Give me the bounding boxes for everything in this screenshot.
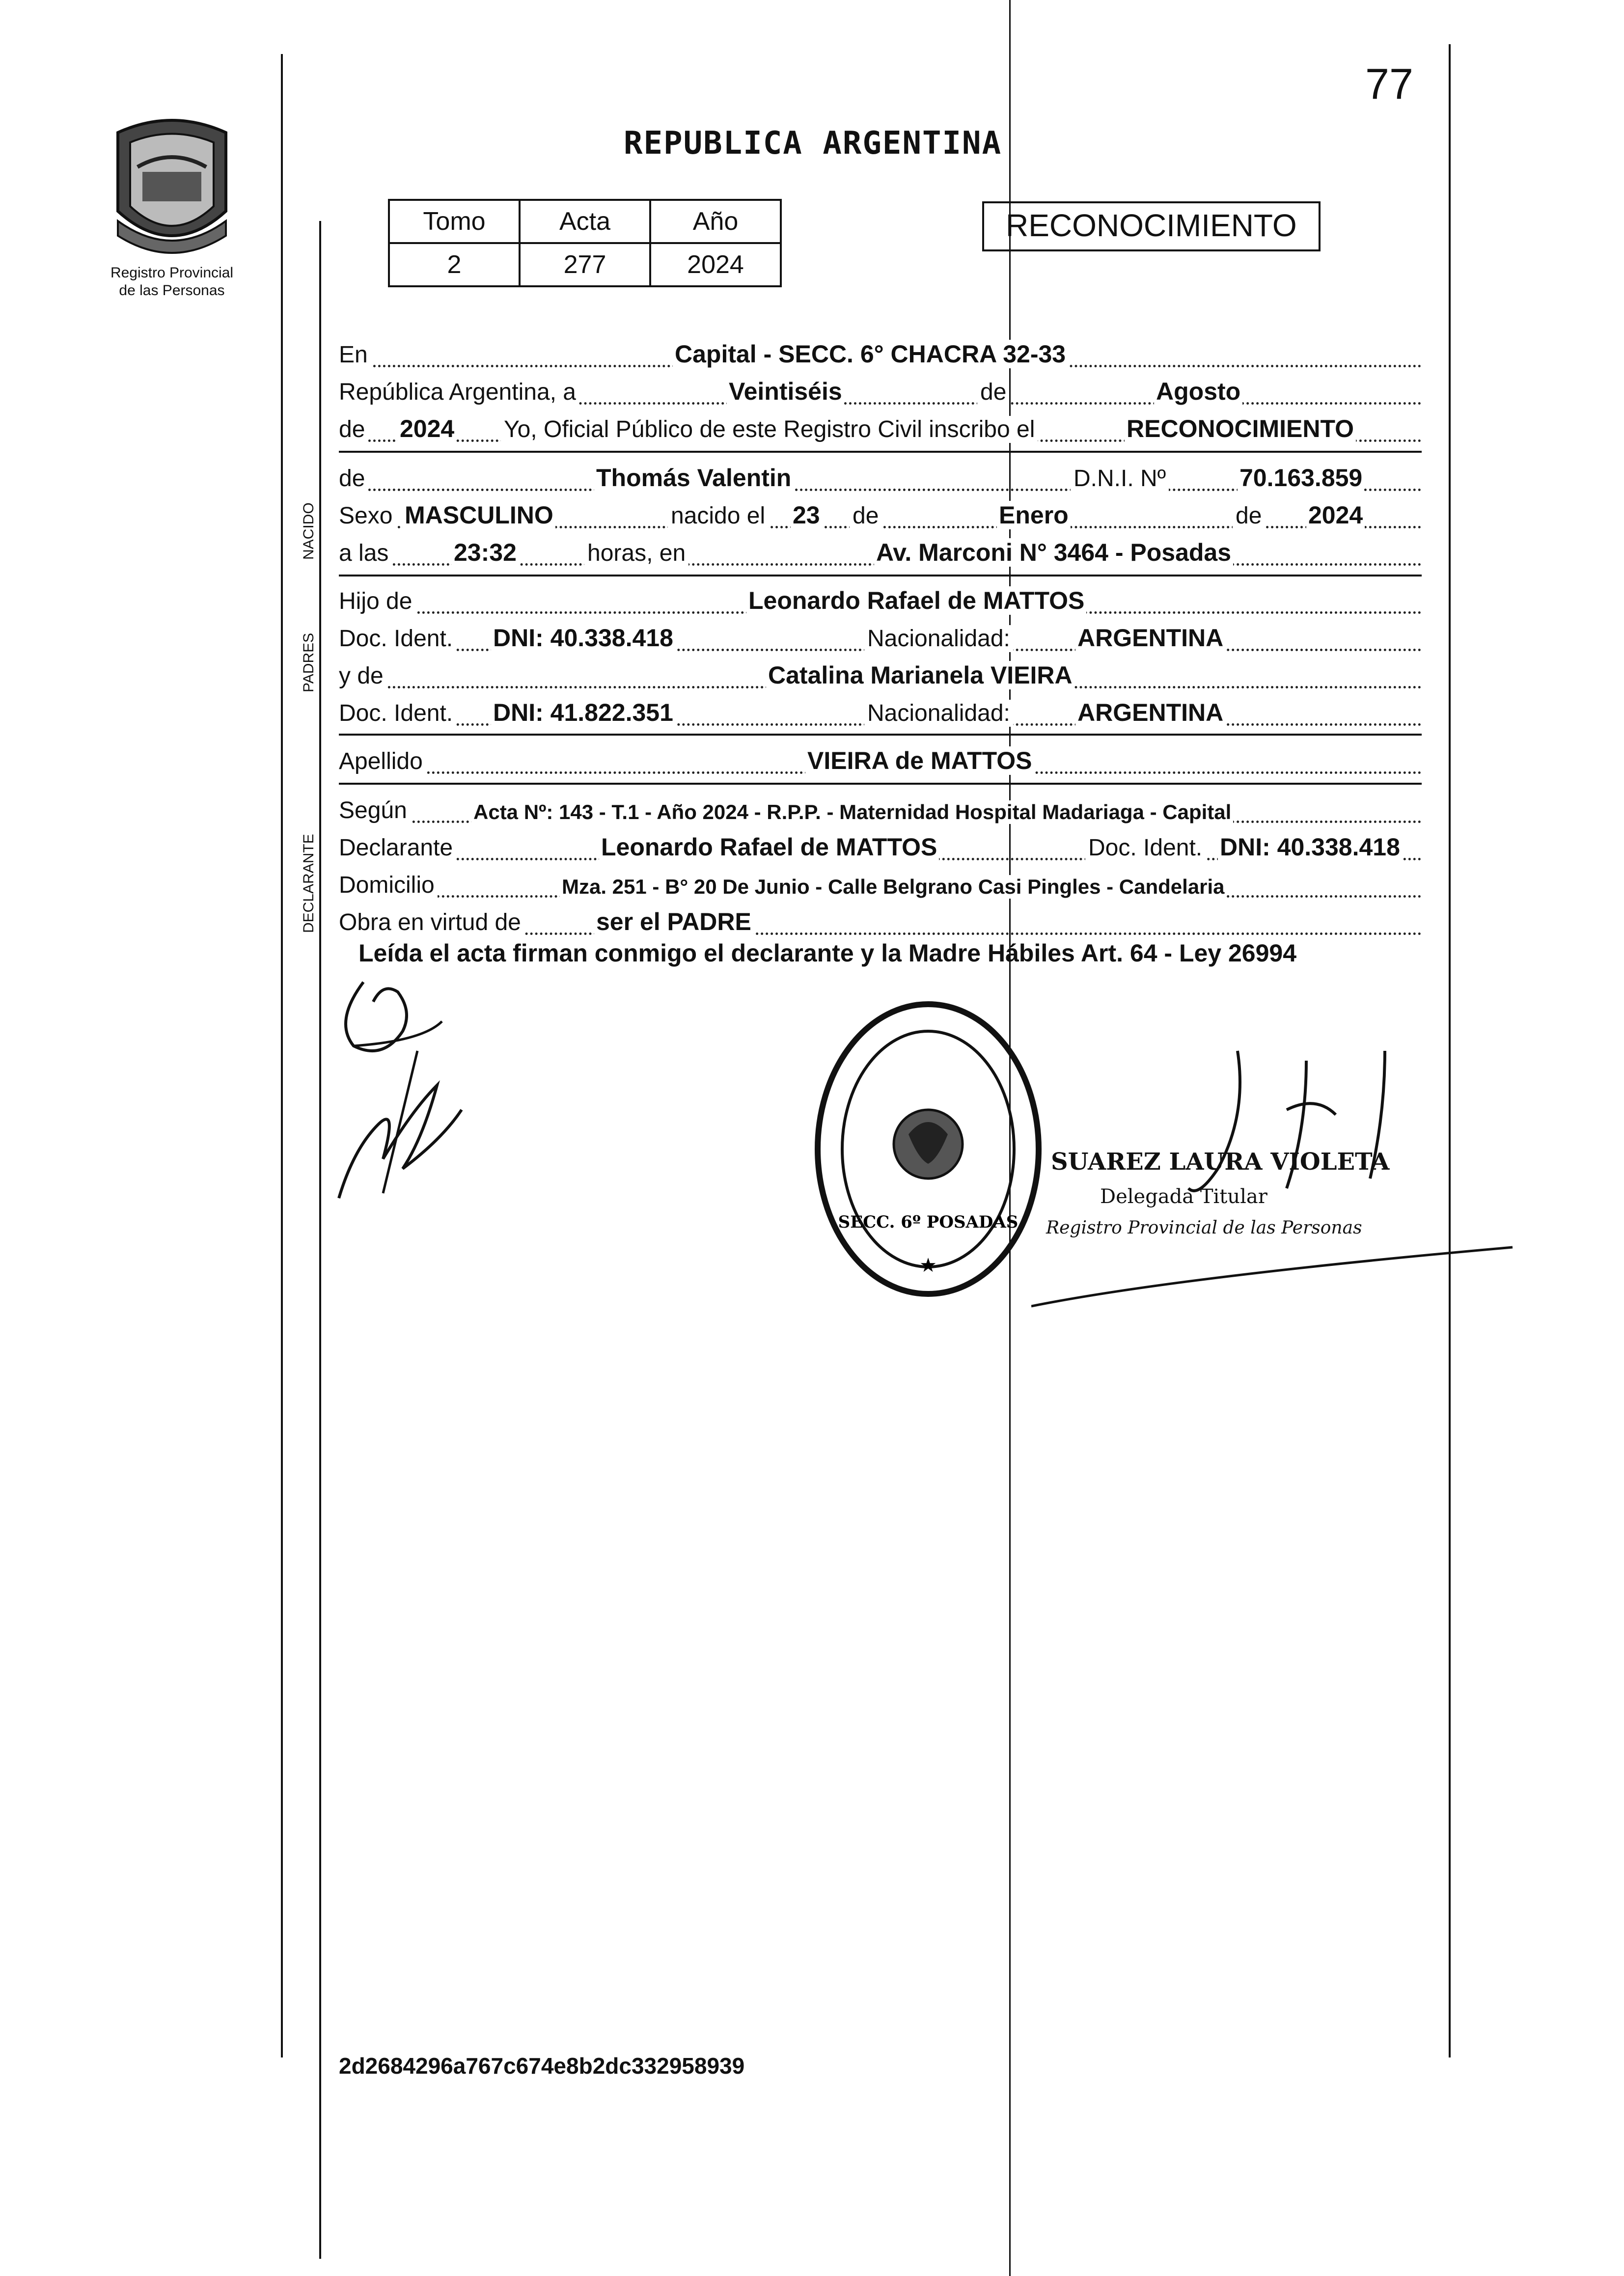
row-fecha [339,375,1422,408]
logo-caption-line2: de las Personas [119,282,225,299]
stamp-center-text: SECC. 6º POSADAS [838,1212,1018,1232]
label-doc-ident3: Doc. Ident. [1085,834,1205,861]
margin-line-inner [319,221,321,2259]
official-stamp-icon [810,997,1046,1301]
row-madre [339,659,1422,691]
value-dni: 70.163.859 [1238,464,1364,492]
value-dia-nac: 23 [791,501,822,529]
logo-caption-line1: Registro Provincial [110,265,234,281]
value-segun: Acta Nº: 143 - T.1 - Año 2024 - R.P.P. - Maternidad Hospital Madariaga - Capital [471,800,1233,824]
value-madre-nac: ARGENTINA [1075,698,1225,727]
registry-value-tomo: 2 [389,243,520,286]
registry-header-anio: Año [650,200,781,243]
registry-value-acta: 277 [520,243,650,286]
value-lugar: Capital - SECC. 6° CHACRA 32-33 [673,340,1068,368]
row-en [339,338,1422,370]
stamp-official-name: SUAREZ LAURA VIOLETA [1051,1148,1390,1176]
row-padre [339,584,1422,617]
row-padre-doc [339,622,1422,654]
label-de-mes: de [850,502,881,529]
side-label-nacido: NACIDO [301,502,317,560]
value-sexo: MASCULINO [403,501,555,529]
label-de-person: de [339,465,368,492]
label-apellido: Apellido [339,748,426,775]
side-label-declarante: DECLARANTE [301,834,317,933]
label-doc-ident: Doc. Ident. [339,625,456,652]
row-inscripcion [339,412,1422,445]
label-nacido-el: nacido el [668,502,768,529]
registry-logo [83,113,260,300]
value-nombre: Thomás Valentin [594,464,793,492]
row-nombre [339,462,1422,494]
label-horas-en: horas, en [584,540,688,567]
value-padre: Leonardo Rafael de MATTOS [746,586,1086,615]
value-anio: 2024 [398,414,456,443]
label-hijo-de: Hijo de [339,588,415,615]
row-virtud [339,905,1422,938]
row-sexo [339,499,1422,531]
label-domicilio: Domicilio [339,872,438,899]
value-padre-doc: DNI: 40.338.418 [491,624,675,652]
value-apellido: VIEIRA de MATTOS [805,746,1034,775]
value-virtud: ser el PADRE [594,907,753,936]
label-declarante: Declarante [339,834,456,861]
label-y-de: y de [339,662,386,689]
row-declarante [339,831,1422,863]
registry-header-row [389,200,781,243]
stamp-official-role: Delegada Titular [1100,1185,1267,1208]
value-mes: Agosto [1154,377,1242,406]
registry-value-anio: 2024 [650,243,781,286]
label-de2: de [339,416,368,443]
value-anio-nac: 2024 [1306,501,1365,529]
separator [339,575,1422,576]
separator [339,451,1422,453]
label-de-anio: de [1233,502,1265,529]
value-dia: Veintiséis [727,377,844,406]
label-obra-en-virtud: Obra en virtud de [339,909,524,936]
value-madre: Catalina Marianela VIEIRA [766,661,1074,689]
label-dni: D.N.I. Nº [1071,465,1169,492]
separator [339,783,1422,785]
registry-header-tomo: Tomo [389,200,520,243]
registry-header-acta: Acta [520,200,650,243]
stamp-star-icon: ★ [919,1255,937,1276]
label-segun: Según [339,797,410,824]
label-de: de [977,379,1009,406]
value-padre-nac: ARGENTINA [1075,624,1225,652]
label-doc-ident2: Doc. Ident. [339,700,456,727]
row-domicilio [339,868,1422,901]
margin-line [281,54,283,2057]
label-nacionalidad: Nacionalidad: [864,625,1013,652]
signature-declarante-icon [324,962,501,1237]
registry-value-row [389,243,781,286]
row-hora [339,536,1422,569]
value-lugar-nac: Av. Marconi N° 3464 - Posadas [874,538,1233,567]
label-republica: República Argentina, a [339,379,579,406]
label-nacionalidad2: Nacionalidad: [864,700,1013,727]
value-declarante: Leonardo Rafael de MATTOS [599,833,939,861]
label-yo: Yo, Oficial Público de este Registro Civil inscribo el [501,416,1038,443]
row-segun [339,794,1422,826]
closing-statement: Leída el acta firman conmigo el declarante y la Madre Hábiles Art. 64 - Ley 26994 [358,939,1297,967]
value-hora: 23:32 [452,538,519,567]
row-madre-doc [339,696,1422,729]
value-madre-doc: DNI: 41.822.351 [491,698,675,727]
row-apellido [339,744,1422,777]
act-type-box: RECONOCIMIENTO [982,201,1321,251]
document-hash: 2d2684296a767c674e8b2dc332958939 [339,2053,745,2079]
page-number: 77 [1365,59,1413,108]
separator [339,734,1422,736]
side-label-padres: PADRES [301,632,317,692]
misiones-seal-icon [108,113,236,260]
value-tipo: RECONOCIMIENTO [1125,414,1356,443]
signature-official-icon [1031,1041,1522,1316]
label-a-las: a las [339,540,391,567]
label-en: En [339,341,371,368]
value-mes-nac: Enero [997,501,1071,529]
label-sexo: Sexo [339,502,395,529]
value-declarante-doc: DNI: 40.338.418 [1218,833,1402,861]
stamp-official-office: Registro Provincial de las Personas [1046,1218,1362,1238]
registry-table [388,199,782,287]
document-title: REPUBLICA ARGENTINA [624,125,1002,162]
value-domicilio: Mza. 251 - B° 20 De Junio - Calle Belgrano Casi Pingles - Candelaria [560,875,1227,899]
